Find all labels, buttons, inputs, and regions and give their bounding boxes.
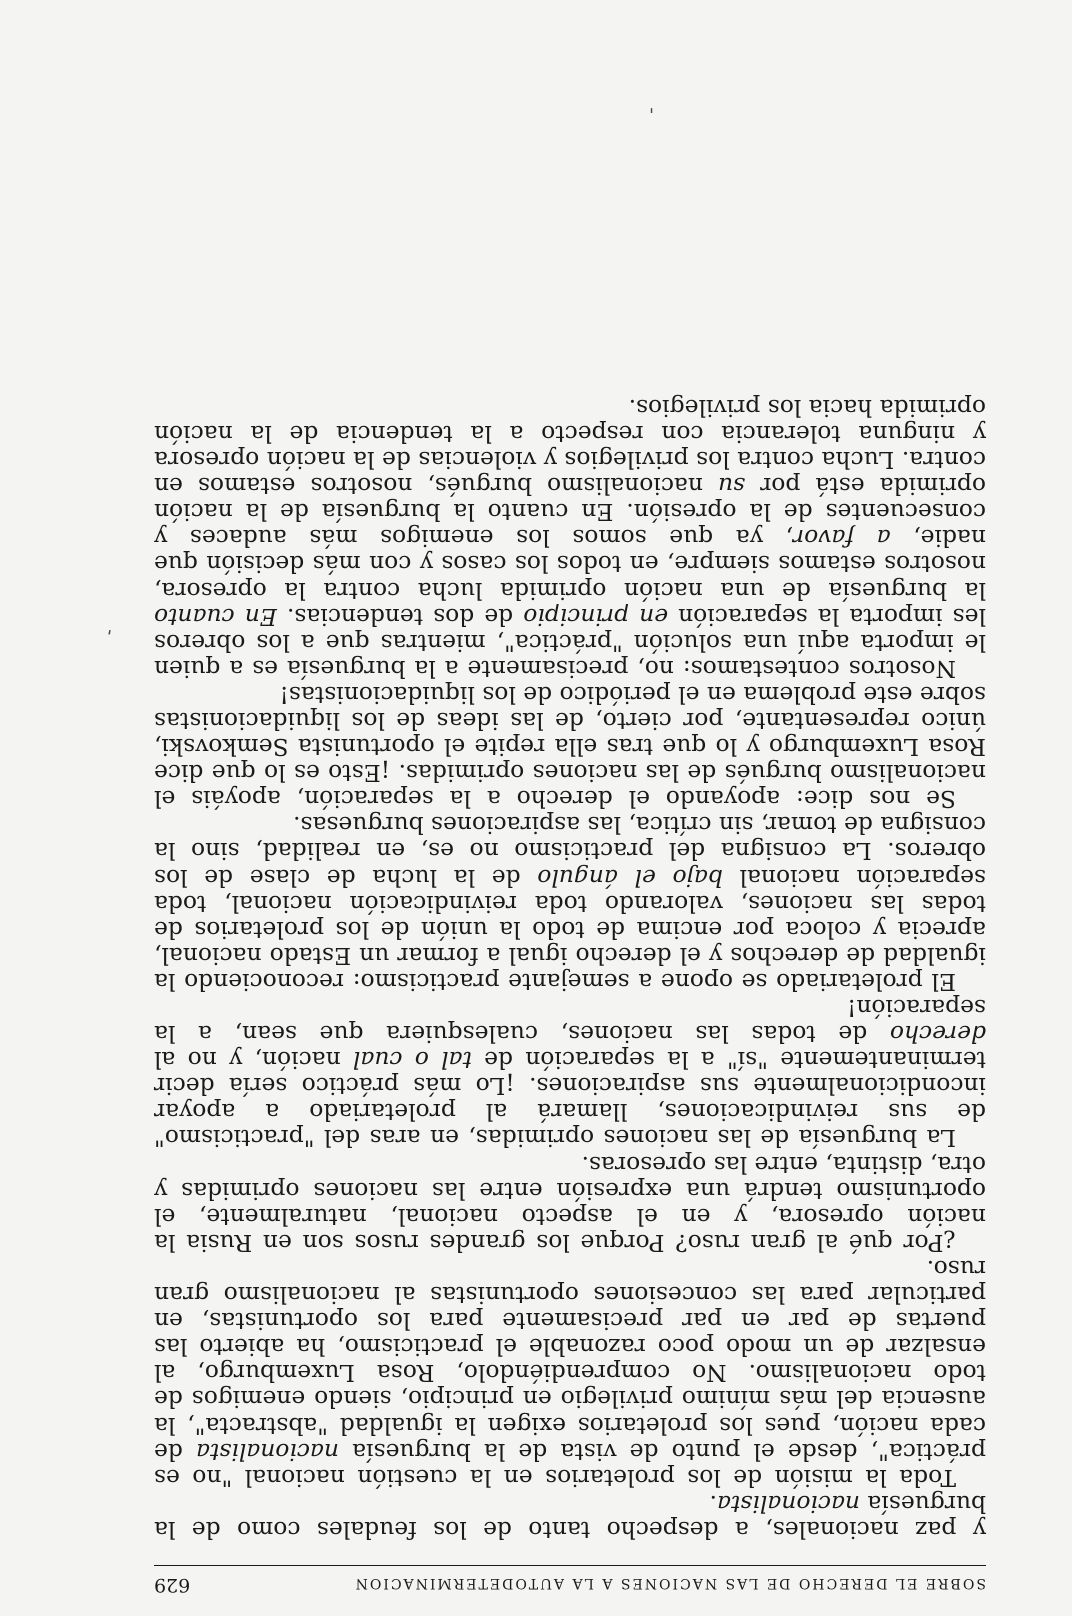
paragraph bbox=[154, 1491, 986, 1543]
text-run: El proletariado se opone a semejante practicismo: reconociendo la igualdad de derechos y el derecho igual a formar un Estado nacional, aprecia y coloca por encima de todo la unión de los proletarios de todas las naciones, valorando toda reivindicación nacional, toda separación nacional bbox=[154, 863, 986, 996]
text-run: nación, y no al bbox=[153, 1046, 353, 1075]
text-run: de la lucha de clase de los obreros. La consigna del practicismo no es, en realidad, sino la consigna de tomar, sin crítica, las aspiraciones burguesas. bbox=[153, 811, 986, 892]
text-run: , ya que somos los enemigos más audaces y consecuentes de la opresión. En cuanto la burguesía de la nación oprimida está por bbox=[154, 472, 986, 553]
italic-text: En cuanto bbox=[154, 602, 277, 631]
text-run: La burguesía de las naciones oprimidas, en aras del "practicismo" de sus reivindicaciones, llamará al proletariado a apoyar incondicionalmente sus aspiraciones. ¡Lo más práctico sería decir terminantemente "sí" a la separación de bbox=[154, 1046, 986, 1153]
running-title: SOBRE EL DERECHO DE LAS NACIONES A LA AUTODETERMINACION bbox=[353, 1575, 986, 1591]
paragraph bbox=[154, 812, 986, 995]
text-run: la burguesía de una nación oprimida lucha contra la opresora, nosotros estamos siempre, en todos los casos y con más decisión que nadie, bbox=[154, 524, 986, 605]
scan-speck: ʹ bbox=[106, 615, 112, 636]
body-text bbox=[154, 395, 986, 1543]
text-run: ¿Por qué al gran ruso? Porque los grandes rusos son en Rusia la nación opresora, y en el aspecto nacional, naturalmente, el oportunismo tendrá una expresión entre las naciones oprimidas y otra, distinta, entre las opresoras. bbox=[154, 1150, 986, 1257]
italic-text: su bbox=[718, 472, 746, 501]
paragraph bbox=[154, 995, 986, 1152]
paragraph bbox=[154, 1152, 986, 1256]
text-run: de todas las naciones, cualesquiera que sean, a la separación! bbox=[154, 994, 986, 1049]
text-run: nacionalismo burgués, nosotros estamos en contra. Lucha contra los privilegios y violencias de la nación opresora y ninguna tolerancia con respecto a la tendencia de la nación oprimida hacia los privilegios. bbox=[154, 393, 986, 501]
text-run: Toda la misión de los proletarios en la cuestión nacional "no es práctica", desde el punto de vista de la burguesía bbox=[154, 1437, 986, 1492]
text-run: de dos tendencias. bbox=[276, 602, 524, 631]
italic-text: derecho bbox=[889, 1020, 986, 1049]
italic-text: nacionalista bbox=[196, 1437, 339, 1466]
italic-text: tal o cual bbox=[352, 1046, 472, 1075]
scan-speck: ' bbox=[649, 95, 654, 116]
italic-text: nacionalista bbox=[717, 1489, 861, 1518]
text-run: . bbox=[709, 1489, 718, 1518]
text-run: y paz nacionales, a despecho tanto de los feudales como de la burguesía bbox=[154, 1489, 986, 1544]
text-run: Se nos dice: apoyando el derecho a la separación, apoyáis el nacionalismo burgués de las naciones oprimidas. ¡Esto es lo que dice Rosa Luxemburgo y lo que tras ella repite el oportunista Semkovski, único representante, por cierto, de las ideas de los liquidacionistas sobre este problema en el periódico de los liquidacionistas! bbox=[154, 680, 986, 814]
paragraph bbox=[154, 1256, 986, 1491]
italic-text: en principio bbox=[523, 602, 669, 631]
text-run: Nosotros contestamos: no, precisamente a la burguesía es a quien le importa aquí una solución "práctica", mientras que a los obreros les importa la separación bbox=[154, 602, 986, 683]
page-number: 629 bbox=[154, 1574, 191, 1596]
paragraph bbox=[154, 395, 986, 682]
book-page bbox=[154, 395, 986, 1598]
text-run: de cada nación, pues los proletarios exigen la igualdad "abstracta", la ausencia del más mínimo privilegio en principio, siendo enemigos de todo nacionalismo. No comprendiéndolo, Rosa Luxemburgo, al ensalzar de un modo poco razonable el practicismo, ha abierto las puertas de par en par precisamente para los oportunistas, en particular para las concesiones oportunistas al nacionalismo gran ruso. bbox=[154, 1254, 986, 1466]
italic-text: a favor bbox=[793, 524, 891, 553]
italic-text: bajo el ángulo bbox=[537, 863, 723, 892]
running-header bbox=[154, 1565, 986, 1598]
paragraph bbox=[154, 682, 986, 812]
